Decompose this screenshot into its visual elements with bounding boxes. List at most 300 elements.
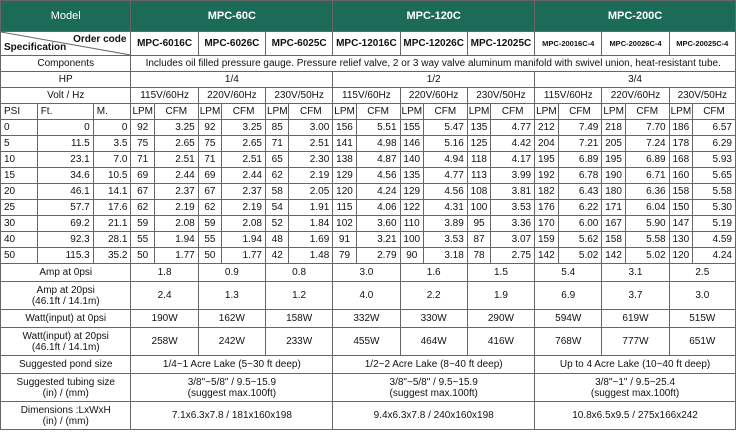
lpm-cell: 113 [467,168,490,184]
amp0-value: 3.1 [602,264,669,282]
cfm-cell: 6.43 [558,184,602,200]
lpm-cell: 95 [467,216,490,232]
tubing-value [535,374,736,402]
lpm-cell: 79 [333,248,356,264]
unit-header: LPM [535,104,558,120]
lpm-cell: 212 [535,120,558,136]
cfm-cell: 2.08 [222,216,266,232]
cfm-cell: 6.71 [625,168,669,184]
lpm-cell: 59 [131,216,154,232]
watt0-row [1,310,736,328]
order-code-label: Order code [73,34,127,45]
lpm-cell: 62 [131,200,154,216]
lpm-cell: 87 [467,232,490,248]
order-code: MPC-20016C-4 [535,32,602,56]
volt-label: Volt / Hz [1,88,131,104]
lpm-cell: 125 [467,136,490,152]
pressure-cell: 10.5 [93,168,131,184]
cfm-cell: 4.56 [423,184,467,200]
cfm-cell: 1.94 [222,232,266,248]
cfm-cell: 4.17 [491,152,535,168]
lpm-cell: 135 [400,168,423,184]
model-name: MPC-120C [333,1,535,32]
lpm-cell: 158 [669,184,692,200]
unit-header: CFM [154,104,198,120]
flow-row [1,216,736,232]
lpm-cell: 192 [535,168,558,184]
cfm-cell: 1.91 [289,200,333,216]
lpm-cell: 69 [198,168,221,184]
lpm-cell: 150 [669,200,692,216]
watt0-value: 515W [669,310,735,328]
spec-order-cell [1,32,131,56]
amp0-value: 0.8 [265,264,332,282]
pond-value: 1/4~1 Acre Lake (5~30 ft deep) [131,356,333,374]
watt20-label-line1: Watt(input) at 20psi [22,330,109,342]
pond-value: Up to 4 Acre Lake (10~40 ft deep) [535,356,736,374]
cfm-cell: 5.62 [558,232,602,248]
order-code: MPC-12025C [467,32,534,56]
cfm-cell: 3.99 [491,168,535,184]
lpm-cell: 186 [669,120,692,136]
cfm-cell: 3.53 [491,200,535,216]
lpm-cell: 110 [400,216,423,232]
watt20-value: 464W [400,328,467,356]
lpm-cell: 75 [198,136,221,152]
pressure-cell: 25 [1,200,38,216]
hp-value: 3/4 [535,72,736,88]
cfm-cell: 6.29 [693,136,736,152]
amp20-label-line1: Amp at 20psi [36,284,95,296]
cfm-cell: 2.65 [222,136,266,152]
components-row [1,56,736,72]
lpm-cell: 178 [669,136,692,152]
dims-label-line2: (in) / (mm) [42,415,89,427]
lpm-cell: 71 [131,152,154,168]
lpm-cell: 171 [602,200,625,216]
lpm-cell: 65 [265,152,288,168]
amp20-value: 4.0 [333,282,400,310]
cfm-cell: 2.30 [289,152,333,168]
cfm-cell: 2.44 [154,168,198,184]
watt20-value: 233W [265,328,332,356]
cfm-cell: 1.84 [289,216,333,232]
amp0-row [1,264,736,282]
cfm-cell: 2.51 [289,136,333,152]
order-code: MPC-6025C [265,32,332,56]
amp0-value: 2.5 [669,264,735,282]
model-name: MPC-200C [535,1,736,32]
cfm-cell: 3.25 [154,120,198,136]
flow-row [1,152,736,168]
cfm-cell: 6.57 [693,120,736,136]
volt-value: 220V/60Hz [602,88,669,104]
lpm-cell: 71 [265,136,288,152]
dims-value: 10.8x6.5x9.5 / 275x166x242 [535,402,736,430]
cfm-cell: 5.93 [693,152,736,168]
cfm-cell: 5.30 [693,200,736,216]
tubing-label-line1: Suggested tubing size [16,376,115,388]
model-header-row [1,1,736,32]
hp-value: 1/4 [131,72,333,88]
cfm-cell: 6.89 [625,152,669,168]
tubing-label [1,374,131,402]
cfm-cell: 6.78 [558,168,602,184]
lpm-cell: 92 [198,120,221,136]
amp0-label: Amp at 0psi [1,264,131,282]
lpm-cell: 120 [669,248,692,264]
lpm-cell: 147 [669,216,692,232]
watt20-label-line2: (46.1ft / 14.1m) [31,341,100,353]
amp20-value: 1.9 [467,282,534,310]
cfm-cell: 6.22 [558,200,602,216]
lpm-cell: 102 [333,216,356,232]
tubing-size: 3/8"~1" / 9.5~25.4 [595,376,676,388]
unit-header: CFM [222,104,266,120]
unit-header: LPM [198,104,221,120]
unit-header: Ft. [37,104,93,120]
cfm-cell: 4.59 [693,232,736,248]
amp0-value: 5.4 [535,264,602,282]
pressure-cell: 23.1 [37,152,93,168]
unit-header: CFM [491,104,535,120]
pressure-cell: 0 [1,120,38,136]
volt-row [1,88,736,104]
model-label: Model [1,1,131,32]
lpm-cell: 100 [467,200,490,216]
cfm-cell: 1.48 [289,248,333,264]
lpm-cell: 204 [535,136,558,152]
flow-row [1,200,736,216]
lpm-cell: 129 [400,184,423,200]
cfm-cell: 5.90 [625,216,669,232]
pressure-cell: 15 [1,168,38,184]
specification-label: Specification [4,42,67,53]
lpm-cell: 100 [400,232,423,248]
dims-row [1,402,736,430]
tubing-value [333,374,535,402]
amp0-value: 0.9 [198,264,265,282]
tubing-row [1,374,736,402]
pond-label: Suggested pond size [1,356,131,374]
cfm-cell: 7.70 [625,120,669,136]
tubing-size: 3/8"~5/8" / 9.5~15.9 [389,376,478,388]
unit-header: CFM [356,104,400,120]
watt20-value: 455W [333,328,400,356]
flow-row [1,120,736,136]
amp20-value: 1.2 [265,282,332,310]
watt0-value: 290W [467,310,534,328]
lpm-cell: 62 [265,168,288,184]
lpm-cell: 78 [467,248,490,264]
cfm-cell: 3.25 [222,120,266,136]
components-label: Components [1,56,131,72]
cfm-cell: 3.21 [356,232,400,248]
amp20-label-line2: (46.1ft / 14.1m) [31,295,100,307]
hp-row [1,72,736,88]
unit-header: CFM [289,104,333,120]
pressure-cell: 115.3 [37,248,93,264]
lpm-cell: 159 [535,232,558,248]
cfm-cell: 4.98 [356,136,400,152]
lpm-cell: 118 [467,152,490,168]
cfm-cell: 4.87 [356,152,400,168]
pressure-cell: 92.3 [37,232,93,248]
cfm-cell: 1.77 [154,248,198,264]
dims-value: 7.1x6.3x7.8 / 181x160x198 [131,402,333,430]
cfm-cell: 7.24 [625,136,669,152]
volt-value: 220V/60Hz [400,88,467,104]
lpm-cell: 180 [602,184,625,200]
lpm-cell: 129 [333,168,356,184]
lpm-cell: 91 [333,232,356,248]
pressure-cell: 20 [1,184,38,200]
watt20-label [1,328,131,356]
cfm-cell: 2.51 [222,152,266,168]
pressure-cell: 46.1 [37,184,93,200]
amp0-value: 3.0 [333,264,400,282]
cfm-cell: 7.49 [558,120,602,136]
lpm-cell: 142 [535,248,558,264]
watt0-value: 619W [602,310,669,328]
cfm-cell: 2.79 [356,248,400,264]
lpm-cell: 176 [535,200,558,216]
cfm-cell: 1.69 [289,232,333,248]
lpm-cell: 42 [265,248,288,264]
lpm-cell: 205 [602,136,625,152]
cfm-cell: 5.51 [356,120,400,136]
cfm-cell: 4.24 [356,184,400,200]
hp-label: HP [1,72,131,88]
amp20-value: 1.3 [198,282,265,310]
cfm-cell: 2.75 [491,248,535,264]
order-code: MPC-6016C [131,32,198,56]
cfm-cell: 2.19 [289,168,333,184]
cfm-cell: 3.60 [356,216,400,232]
cfm-cell: 4.56 [356,168,400,184]
cfm-cell: 6.00 [558,216,602,232]
lpm-cell: 167 [602,216,625,232]
pressure-cell: 10 [1,152,38,168]
unit-header: CFM [423,104,467,120]
watt0-value: 190W [131,310,198,328]
amp0-value: 1.8 [131,264,198,282]
cfm-cell: 5.19 [693,216,736,232]
lpm-cell: 58 [265,184,288,200]
lpm-cell: 140 [400,152,423,168]
cfm-cell: 3.89 [423,216,467,232]
unit-header: CFM [558,104,602,120]
cfm-cell: 2.08 [154,216,198,232]
amp0-value: 1.5 [467,264,534,282]
pressure-cell: 11.5 [37,136,93,152]
cfm-cell: 5.02 [558,248,602,264]
cfm-cell: 4.42 [491,136,535,152]
order-code: MPC-12026C [400,32,467,56]
unit-header: LPM [400,104,423,120]
pressure-cell: 35.2 [93,248,131,264]
pressure-cell: 3.5 [93,136,131,152]
cfm-cell: 3.53 [423,232,467,248]
cfm-cell: 5.65 [693,168,736,184]
cfm-cell: 5.47 [423,120,467,136]
cfm-cell: 3.36 [491,216,535,232]
lpm-cell: 85 [265,120,288,136]
lpm-cell: 52 [265,216,288,232]
lpm-cell: 55 [198,232,221,248]
units-row [1,104,736,120]
pressure-cell: 0 [37,120,93,136]
tubing-note: (suggest max.100ft) [389,387,478,399]
cfm-cell: 3.07 [491,232,535,248]
lpm-cell: 50 [131,248,154,264]
cfm-cell: 6.04 [625,200,669,216]
lpm-cell: 195 [602,152,625,168]
lpm-cell: 67 [131,184,154,200]
unit-header: LPM [602,104,625,120]
cfm-cell: 2.65 [154,136,198,152]
watt20-value: 651W [669,328,735,356]
cfm-cell: 4.77 [423,168,467,184]
lpm-cell: 130 [669,232,692,248]
pressure-cell: 50 [1,248,38,264]
lpm-cell: 156 [333,120,356,136]
lpm-cell: 168 [669,152,692,168]
amp20-value: 2.2 [400,282,467,310]
cfm-cell: 3.00 [289,120,333,136]
volt-value: 230V/50Hz [467,88,534,104]
cfm-cell: 1.94 [154,232,198,248]
tubing-note: (suggest max.100ft) [187,387,277,399]
lpm-cell: 50 [198,248,221,264]
volt-value: 115V/60Hz [131,88,198,104]
cfm-cell: 2.37 [222,184,266,200]
lpm-cell: 90 [400,248,423,264]
unit-header: CFM [693,104,736,120]
unit-header: LPM [265,104,288,120]
unit-header: LPM [669,104,692,120]
cfm-cell: 4.06 [356,200,400,216]
watt0-value: 332W [333,310,400,328]
tubing-value [131,374,333,402]
cfm-cell: 3.18 [423,248,467,264]
unit-header: M. [93,104,131,120]
flow-row [1,168,736,184]
volt-value: 230V/50Hz [265,88,332,104]
watt0-value: 594W [535,310,602,328]
lpm-cell: 146 [400,136,423,152]
watt20-value: 242W [198,328,265,356]
cfm-cell: 6.89 [558,152,602,168]
lpm-cell: 138 [333,152,356,168]
lpm-cell: 190 [602,168,625,184]
pressure-cell: 28.1 [93,232,131,248]
lpm-cell: 160 [669,168,692,184]
cfm-cell: 5.58 [625,232,669,248]
lpm-cell: 59 [198,216,221,232]
cfm-cell: 2.37 [154,184,198,200]
pressure-cell: 34.6 [37,168,93,184]
cfm-cell: 4.24 [693,248,736,264]
order-code: MPC-6026C [198,32,265,56]
cfm-cell: 2.51 [154,152,198,168]
cfm-cell: 2.19 [222,200,266,216]
amp20-row [1,282,736,310]
lpm-cell: 218 [602,120,625,136]
hp-value: 1/2 [333,72,535,88]
watt20-value: 258W [131,328,198,356]
pressure-cell: 17.6 [93,200,131,216]
cfm-cell: 5.58 [693,184,736,200]
lpm-cell: 135 [467,120,490,136]
lpm-cell: 67 [198,184,221,200]
dims-value: 9.4x6.3x7.8 / 240x160x198 [333,402,535,430]
cfm-cell: 2.44 [222,168,266,184]
pressure-cell: 7.0 [93,152,131,168]
watt20-value: 777W [602,328,669,356]
pressure-cell: 21.1 [93,216,131,232]
lpm-cell: 54 [265,200,288,216]
volt-value: 115V/60Hz [535,88,602,104]
order-code: MPC-20025C-4 [669,32,735,56]
amp0-value: 1.6 [400,264,467,282]
lpm-cell: 69 [131,168,154,184]
lpm-cell: 92 [131,120,154,136]
lpm-cell: 71 [198,152,221,168]
cfm-cell: 7.21 [558,136,602,152]
watt0-label: Watt(input) at 0psi [1,310,131,328]
lpm-cell: 170 [535,216,558,232]
amp20-value: 3.0 [669,282,735,310]
pressure-cell: 0 [93,120,131,136]
order-code: MPC-12016C [333,32,400,56]
pressure-cell: 5 [1,136,38,152]
unit-header: LPM [131,104,154,120]
amp20-value: 6.9 [535,282,602,310]
cfm-cell: 2.19 [154,200,198,216]
dims-label [1,402,131,430]
order-code-row [1,32,736,56]
volt-value: 220V/60Hz [198,88,265,104]
cfm-cell: 6.36 [625,184,669,200]
amp20-label [1,282,131,310]
flow-row [1,184,736,200]
flow-row [1,232,736,248]
order-code: MPC-20026C-4 [602,32,669,56]
unit-header: CFM [625,104,669,120]
lpm-cell: 182 [535,184,558,200]
cfm-cell: 3.81 [491,184,535,200]
lpm-cell: 120 [333,184,356,200]
amp20-value: 3.7 [602,282,669,310]
pressure-cell: 40 [1,232,38,248]
pressure-cell: 30 [1,216,38,232]
flow-row [1,248,736,264]
dims-label-line1: Dimensions :LxWxH [20,404,111,416]
unit-header: LPM [333,104,356,120]
pond-row [1,356,736,374]
lpm-cell: 158 [602,232,625,248]
pond-value: 1/2~2 Acre Lake (8~40 ft deep) [333,356,535,374]
components-text: Includes oil filled pressure gauge. Pressure relief valve, 2 or 3 way valve aluminum manifold with swivel union, heat-resistant tube. [131,56,736,72]
lpm-cell: 141 [333,136,356,152]
lpm-cell: 108 [467,184,490,200]
tubing-note: (suggest max.100ft) [590,387,680,399]
cfm-cell: 4.31 [423,200,467,216]
lpm-cell: 142 [602,248,625,264]
lpm-cell: 195 [535,152,558,168]
pressure-cell: 14.1 [93,184,131,200]
